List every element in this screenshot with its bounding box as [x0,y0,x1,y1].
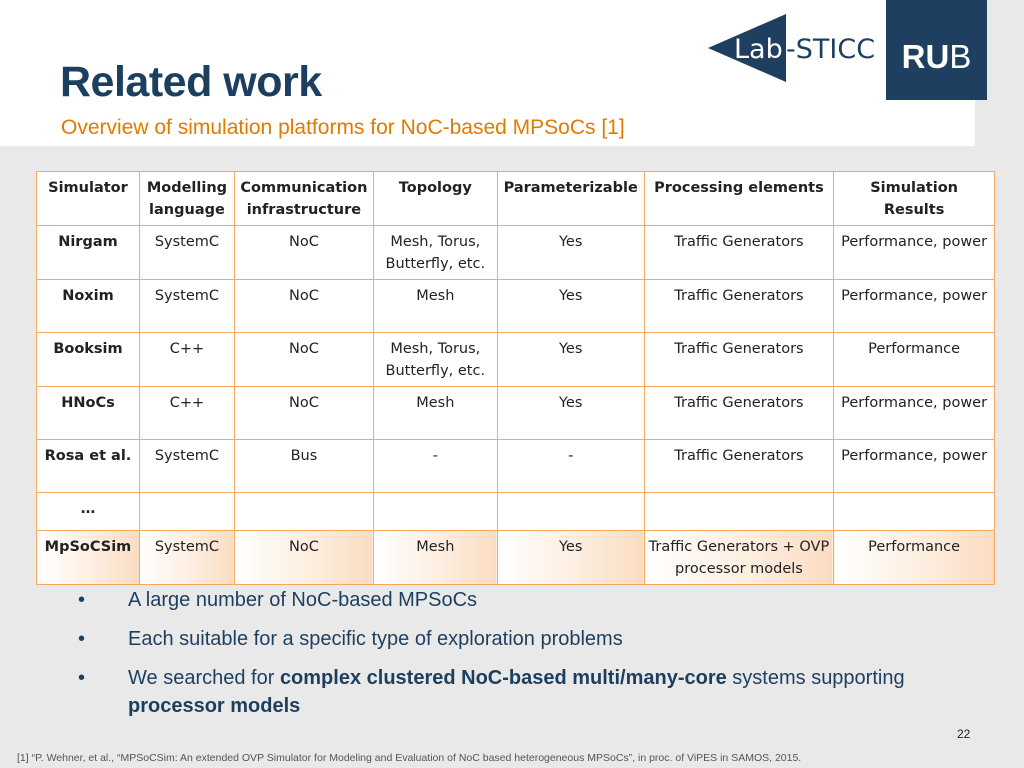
table-cell: Traffic Generators [644,387,834,440]
table-cell: Performance, power [834,226,995,280]
table-cell: Mesh, Torus, Butterfly, etc. [373,226,497,280]
table-cell: - [497,440,644,493]
table-cell [234,493,373,531]
lab-sticc-logo-text-a: Lab [734,34,783,65]
table-cell: Performance, power [834,440,995,493]
table-cell [834,493,995,531]
table-cell: NoC [234,531,373,585]
simulator-name: HNoCs [37,387,140,440]
table-row [37,280,995,333]
table-cell: Performance, power [834,387,995,440]
table-cell: C++ [139,387,234,440]
page-title: Related work [60,58,322,106]
table-cell: NoC [234,387,373,440]
table-cell: Yes [497,531,644,585]
bullet-text-pre: We searched for [128,667,280,689]
table-cell: NoC [234,226,373,280]
bullet-text-mid: systems supporting [726,667,905,689]
bullet-list [78,586,958,731]
table-cell: NoC [234,333,373,387]
table-cell: Yes [497,226,644,280]
simulator-name: … [37,493,140,531]
table-row [37,226,995,280]
table-cell [497,493,644,531]
table-cell [373,493,497,531]
page-number: 22 [957,727,971,741]
column-header: Communication infrastructure [234,172,373,226]
column-header: Simulator [37,172,140,226]
table-cell: C++ [139,333,234,387]
table-row-highlighted [37,531,995,585]
table-cell: Traffic Generators [644,333,834,387]
table-cell: Performance, power [834,280,995,333]
table-row [37,387,995,440]
table-cell: SystemC [139,280,234,333]
table-cell: Mesh [373,531,497,585]
rub-logo: RUB [886,0,987,100]
table-cell: Traffic Generators + OVP processor models [644,531,834,585]
table-cell: Performance [834,333,995,387]
slide-header [0,0,975,146]
table-row-ellipsis [37,493,995,531]
table-cell: SystemC [139,226,234,280]
table-cell: Mesh, Torus, Butterfly, etc. [373,333,497,387]
page-subtitle: Overview of simulation platforms for NoC-based MPSoCs [1] [61,116,625,139]
simulator-comparison-table [36,171,995,585]
bullet-text-emphasis: processor models [128,695,301,717]
table-cell: Traffic Generators [644,280,834,333]
table-row [37,440,995,493]
table-cell: Traffic Generators [644,440,834,493]
column-header: Processing elements [644,172,834,226]
simulator-name: Booksim [37,333,140,387]
table-header-row [37,172,995,226]
bullet-text-emphasis: complex clustered NoC-based multi/many-core [279,667,727,689]
bullet-marker: • [78,628,86,650]
column-header: Topology [373,172,497,226]
lab-sticc-logo [706,10,876,88]
simulator-name: Rosa et al. [37,440,140,493]
bullet-item [78,586,958,614]
table-cell: Yes [497,333,644,387]
lab-sticc-logo-text-b: -STICC [786,34,876,65]
table-cell: NoC [234,280,373,333]
simulator-name: Nirgam [37,226,140,280]
table-cell [139,493,234,531]
table-cell: Yes [497,280,644,333]
bullet-item [78,664,958,720]
column-header: Parameterizable [497,172,644,226]
table-cell: SystemC [139,531,234,585]
column-header: Simulation Results [834,172,995,226]
footnote: [1] “P. Wehner, et al., “MPSoCSim: An extended OVP Simulator for Modeling and Evaluation of NoC based heterogeneous MPSoCs”, in proc. of ViPES in SAMOS, 2015. [17,752,802,764]
table-cell: - [373,440,497,493]
table-cell: Yes [497,387,644,440]
table-cell: Performance [834,531,995,585]
table-cell: Bus [234,440,373,493]
table-cell [644,493,834,531]
table-cell: Traffic Generators [644,226,834,280]
simulator-name: MpSoCSim [37,531,140,585]
bullet-item [78,625,958,653]
bullet-text: A large number of NoC-based MPSoCs [128,589,478,611]
simulator-name: Noxim [37,280,140,333]
table-cell: Mesh [373,280,497,333]
bullet-marker: • [78,589,86,611]
table-cell: Mesh [373,387,497,440]
table-row [37,333,995,387]
column-header: Modelling language [139,172,234,226]
table-cell: SystemC [139,440,234,493]
bullet-marker: • [78,667,86,689]
bullet-text: Each suitable for a specific type of exploration problems [128,628,623,650]
